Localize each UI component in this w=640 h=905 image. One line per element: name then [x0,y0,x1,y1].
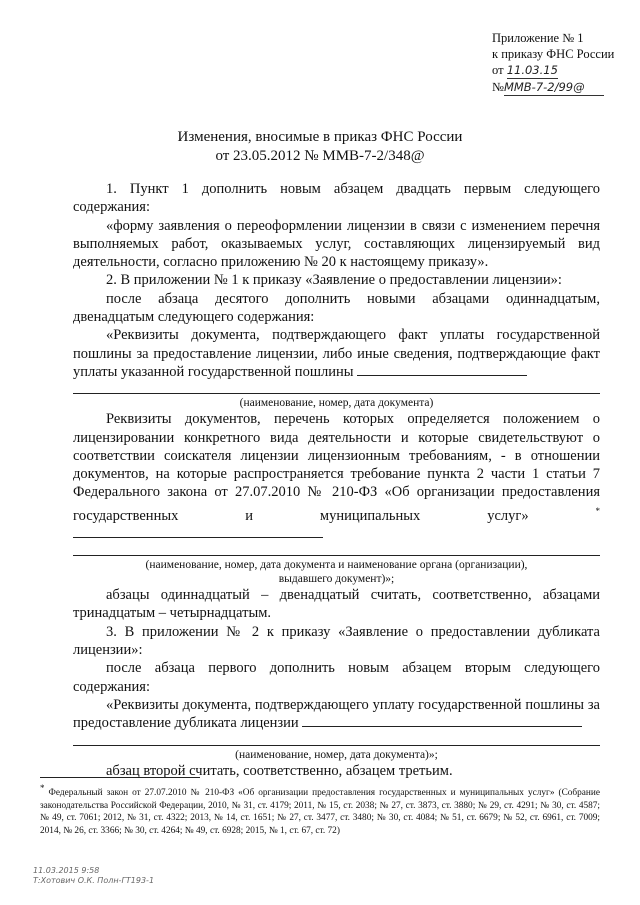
paragraph: после абзаца десятого дополнить новыми абзацами одиннадцатым, двенадцатым следующего содержания: [73,290,600,326]
paragraph: после абзаца первого дополнить новым абзацем вторым следующего содержания: [73,660,600,695]
fill-in-line [357,375,527,376]
order-reference: к приказу ФНС России [492,47,615,61]
order-number: №ММВ-7-2/99@ [492,79,632,96]
paragraph: «Реквизиты документа, подтверждающего факт уплаты государственной пошлины за предоставление лицензии, либо иные сведения, подтверждающие факт уплаты указанной государственной пошлины [73,327,600,380]
paragraph: «Реквизиты документа, подтверждающего уплату государственной пошлины за предоставление дубликата лицензии [73,696,600,732]
paragraph: абзацы одиннадцатый – двенадцатый считать, соответственно, абзацами тринадцатым – четырнадцатым. [73,587,600,622]
handwritten-number: ММВ-7-2/99@ [504,79,604,96]
footnote-mark: * [40,783,45,793]
order-date: от 11.03.15 [492,63,558,77]
paragraph: абзац второй считать, соответственно, абзацем третьим. [106,762,453,779]
document-body [73,180,600,780]
paragraph: 2. В приложении № 1 к приказу «Заявление о предоставлении лицензии»: [106,272,562,289]
handwritten-date: 11.03.15 [506,63,558,77]
document-title: Изменения, вносимые в приказ ФНС России от 23.05.2012 № ММВ-7-2/348@ [177,129,463,164]
fill-in-line [73,543,600,556]
field-caption: (наименование, номер, дата документа)»; [235,748,438,761]
paragraph: 3. В приложении № 2 к приказу «Заявление о предоставлении дубликата лицензии»: [73,623,600,659]
paragraph: 1. Пункт 1 дополнить новым абзацем двадцать первым следующего содержания: [73,181,600,216]
paragraph: «форму заявления о переоформлении лицензии в связи с изменением перечня выполняемых работ, оказываемых услуг, составляющих лицензируемый вид деятельности, согласно приложению № 20 к настоящему приказу». [73,217,600,271]
appendix-number: Приложение № 1 [492,31,584,45]
field-caption: (наименование, номер, дата документа) [239,397,434,410]
print-stamp: 11.03.2015 9:58 Т:Хотович О.К. Полн-ГТ193-1 [33,866,155,885]
paragraph: Реквизиты документов, перечень которых определяется положением о лицензировании конкретного вида деятельности и которые свидетельствуют о соответствии соискателя лицензии лицензионным требованиям, - в отношении документов, на которые распространяется требование пункта 2 части 1 статьи 7 Федерального закона от 27.07.2010 № 210-ФЗ «Об организации предоставления государственных и муниципальных услуг» * [73,410,600,543]
footnote: * Федеральный закон от 27.07.2010 № 210-ФЗ «Об организации предоставления государственных и муниципальных услуг» (Собрание законодательства Российской Федерации, 2010, № 31, ст. 4179; 2011, № 15, ст. 2038; № 27, ст. 3873, ст. 3880; № 29, ст. 4291; № 30, ст. 4587; № 49, ст. 7061; 2012, № 31, ст. 4322; 2013, № 14, ст. 1651; № 27, ст. 3477, ст. 3480; № 30, ст. 4084; № 51, ст. 6679; № 52, ст. 6961, ст. 7009; 2014, № 26, ст. 3366; № 30, ст. 4264; № 49, ст. 6928; 2015, № 1, ст. 67, ст. 72) [40,783,601,836]
field-caption: (наименование, номер, дата документа и наименование органа (организации), выдавшего документ)»; [145,559,528,586]
fill-in-line [73,733,600,746]
fill-in-line [73,381,600,394]
approval-header [492,30,632,96]
fill-in-line [302,726,582,727]
footnote-separator [40,777,200,778]
fill-in-line [73,537,323,538]
footnote-mark: * [595,505,601,516]
